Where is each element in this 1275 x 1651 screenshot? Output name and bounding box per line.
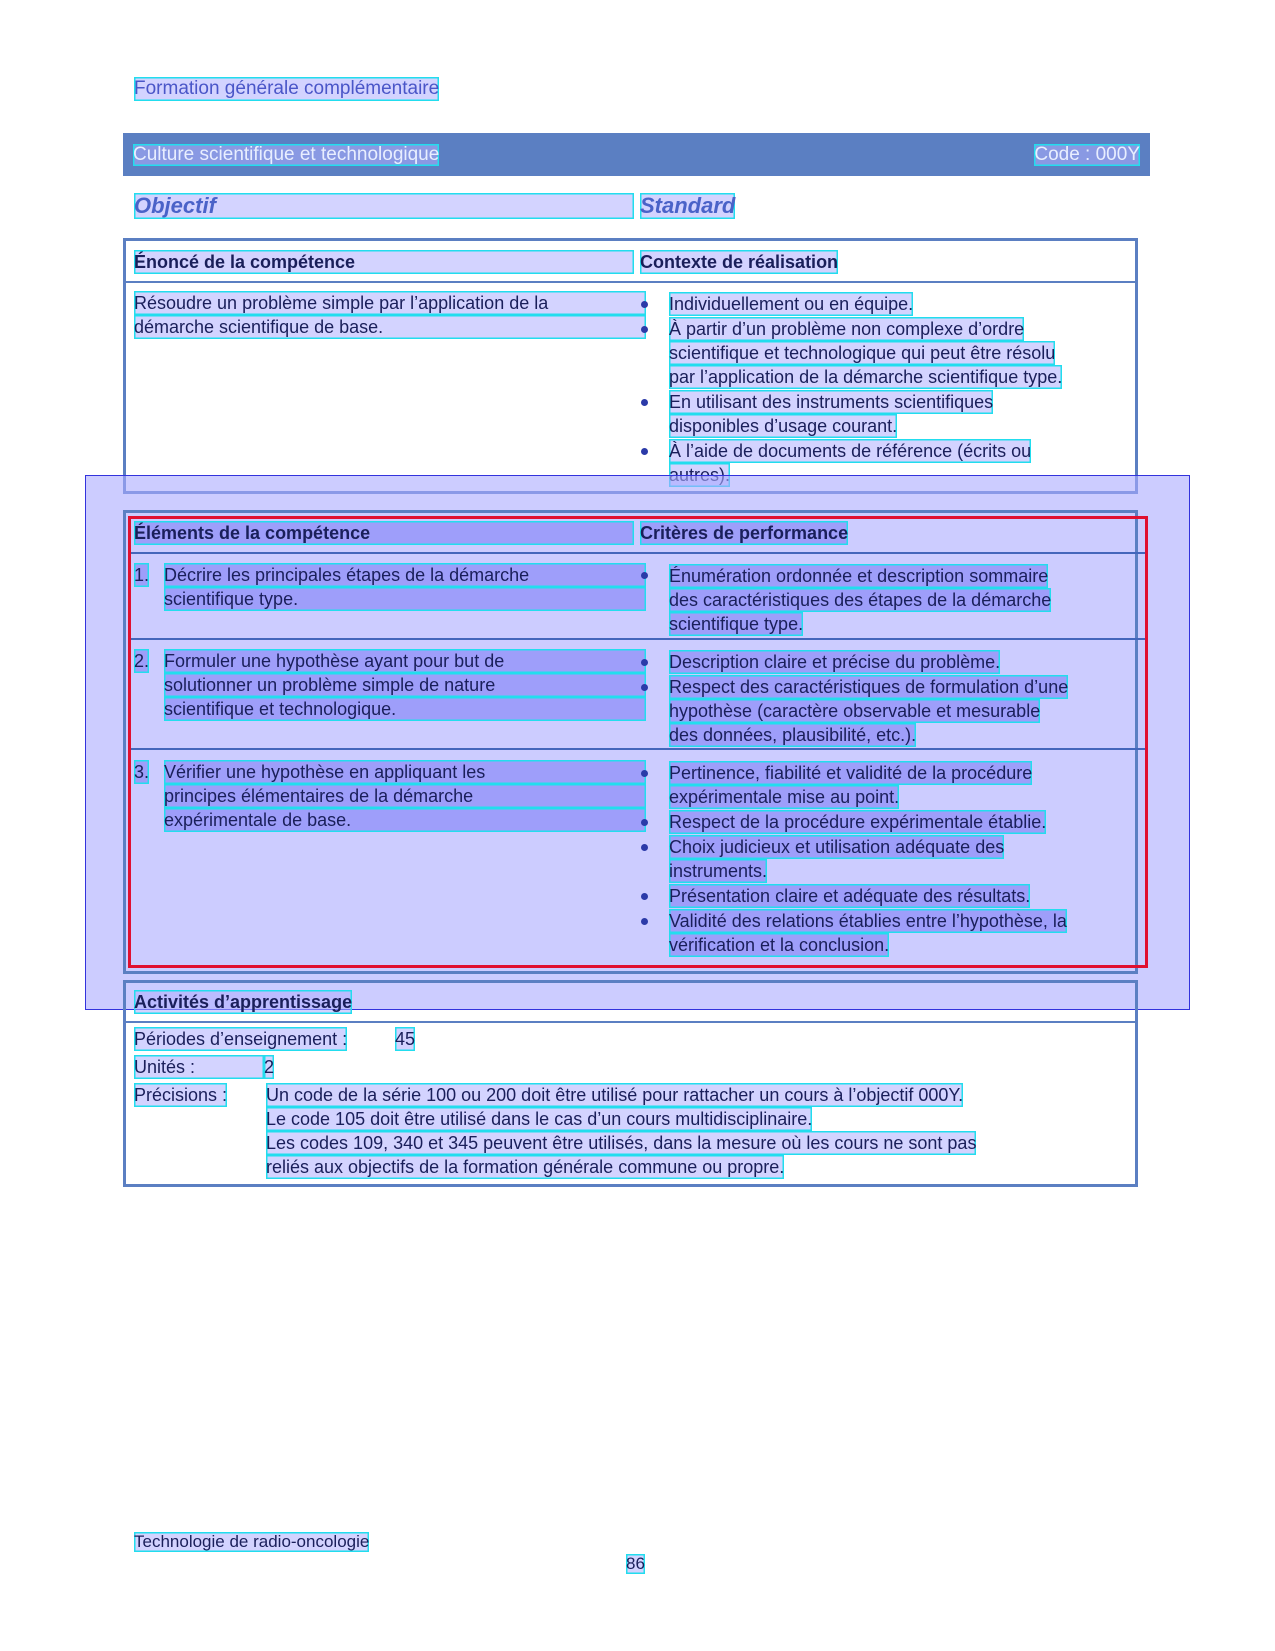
element-line: Formuler une hypothèse ayant pour but de bbox=[164, 649, 646, 673]
divider bbox=[131, 638, 1145, 640]
criterion-line: Pertinence, fiabilité et validité de la procédure bbox=[669, 763, 1033, 783]
element-line: expérimentale de base. bbox=[164, 808, 646, 832]
context-item: En utilisant des instruments scientifiques bbox=[669, 392, 994, 412]
divider bbox=[131, 552, 1145, 554]
statement-line: Résoudre un problème simple par l’application de la bbox=[134, 291, 646, 315]
divider bbox=[124, 281, 1137, 283]
context-item: par l’application de la démarche scientifique type. bbox=[669, 367, 1063, 387]
criterion-line: Choix judicieux et utilisation adéquate des bbox=[669, 837, 1005, 857]
criterion-line: scientifique type. bbox=[669, 614, 804, 634]
bullet-icon bbox=[641, 844, 648, 851]
precision-line: Un code de la série 100 ou 200 doit être utilisé pour rattacher un cours à l’objectif 000Y. bbox=[266, 1085, 964, 1105]
criterion-line: Respect de la procédure expérimentale établie. bbox=[669, 812, 1047, 832]
criterion-line: expérimentale mise au point. bbox=[669, 787, 900, 807]
bullet-icon bbox=[641, 819, 648, 826]
criterion-line: Validité des relations établies entre l’hypothèse, la bbox=[669, 911, 1067, 931]
context-item: Individuellement ou en équipe. bbox=[669, 294, 914, 314]
document-heading: Formation générale complémentaire bbox=[134, 78, 440, 99]
statement-line: démarche scientifique de base. bbox=[134, 315, 646, 339]
periods-label: Périodes d’enseignement : bbox=[134, 1029, 348, 1049]
bullet-icon bbox=[641, 770, 648, 777]
units-value: 2 bbox=[264, 1057, 275, 1077]
elements-heading: Éléments de la compétence bbox=[134, 521, 634, 545]
element-line: Décrire les principales étapes de la démarche bbox=[164, 563, 646, 587]
context-item: disponibles d’usage courant. bbox=[669, 416, 898, 436]
objectif-label: Objectif bbox=[134, 193, 634, 219]
criterion-line: Respect des caractéristiques de formulation d’une bbox=[669, 677, 1069, 697]
bullet-icon bbox=[641, 918, 648, 925]
criterion-line: des caractéristiques des étapes de la démarche bbox=[669, 590, 1052, 610]
page-number: 86 bbox=[626, 1554, 645, 1573]
statement-heading: Énoncé de la compétence bbox=[134, 250, 634, 274]
criterion-line: Description claire et précise du problème. bbox=[669, 652, 1001, 672]
criterion-line: Présentation claire et adéquate des résultats. bbox=[669, 886, 1031, 906]
element-line: scientifique type. bbox=[164, 587, 646, 611]
bullet-icon bbox=[641, 301, 648, 308]
bullet-icon bbox=[641, 326, 648, 333]
bullet-icon bbox=[641, 448, 648, 455]
context-item: À l’aide de documents de référence (écrits ou bbox=[669, 441, 1032, 461]
element-line: scientifique et technologique. bbox=[164, 697, 646, 721]
bullet-icon bbox=[641, 399, 648, 406]
context-item: À partir d’un problème non complexe d’ordre bbox=[669, 319, 1025, 339]
criterion-line: instruments. bbox=[669, 861, 768, 881]
precisions-label: Précisions : bbox=[134, 1085, 228, 1105]
standard-label: Standard bbox=[640, 193, 736, 218]
bullet-icon bbox=[641, 659, 648, 666]
precision-line: Les codes 109, 340 et 345 peuvent être utilisés, dans la mesure où les cours ne sont pas bbox=[266, 1133, 977, 1153]
bullet-icon bbox=[641, 893, 648, 900]
criterion-line: vérification et la conclusion. bbox=[669, 935, 890, 955]
context-heading: Contexte de réalisation bbox=[640, 252, 839, 272]
periods-value: 45 bbox=[395, 1029, 416, 1049]
element-number: 3. bbox=[134, 762, 150, 782]
activities-heading: Activités d’apprentissage bbox=[134, 992, 353, 1012]
course-title: Culture scientifique et technologique bbox=[133, 144, 440, 165]
element-line: Vérifier une hypothèse en appliquant les bbox=[164, 760, 646, 784]
course-banner bbox=[123, 133, 1150, 176]
precision-line: reliés aux objectifs de la formation générale commune ou propre. bbox=[266, 1157, 785, 1177]
element-line: solutionner un problème simple de nature bbox=[164, 673, 646, 697]
criterion-line: des données, plausibilité, etc.). bbox=[669, 725, 917, 745]
element-number: 1. bbox=[134, 565, 150, 585]
course-code: Code : 000Y bbox=[1034, 144, 1140, 165]
divider bbox=[131, 748, 1145, 750]
criteria-heading: Critères de performance bbox=[640, 523, 849, 543]
footer-program: Technologie de radio-oncologie bbox=[134, 1532, 370, 1551]
divider bbox=[124, 1021, 1137, 1023]
context-item: scientifique et technologique qui peut être résolu bbox=[669, 343, 1056, 363]
precision-line: Le code 105 doit être utilisé dans le cas d’un cours multidisciplinaire. bbox=[266, 1109, 813, 1129]
units-label: Unités : bbox=[134, 1055, 264, 1079]
bullet-icon bbox=[641, 572, 648, 579]
criterion-line: Énumération ordonnée et description sommaire bbox=[669, 566, 1049, 586]
bullet-icon bbox=[641, 684, 648, 691]
element-number: 2. bbox=[134, 651, 150, 671]
criterion-line: hypothèse (caractère observable et mesurable bbox=[669, 701, 1041, 721]
element-line: principes élémentaires de la démarche bbox=[164, 784, 646, 808]
